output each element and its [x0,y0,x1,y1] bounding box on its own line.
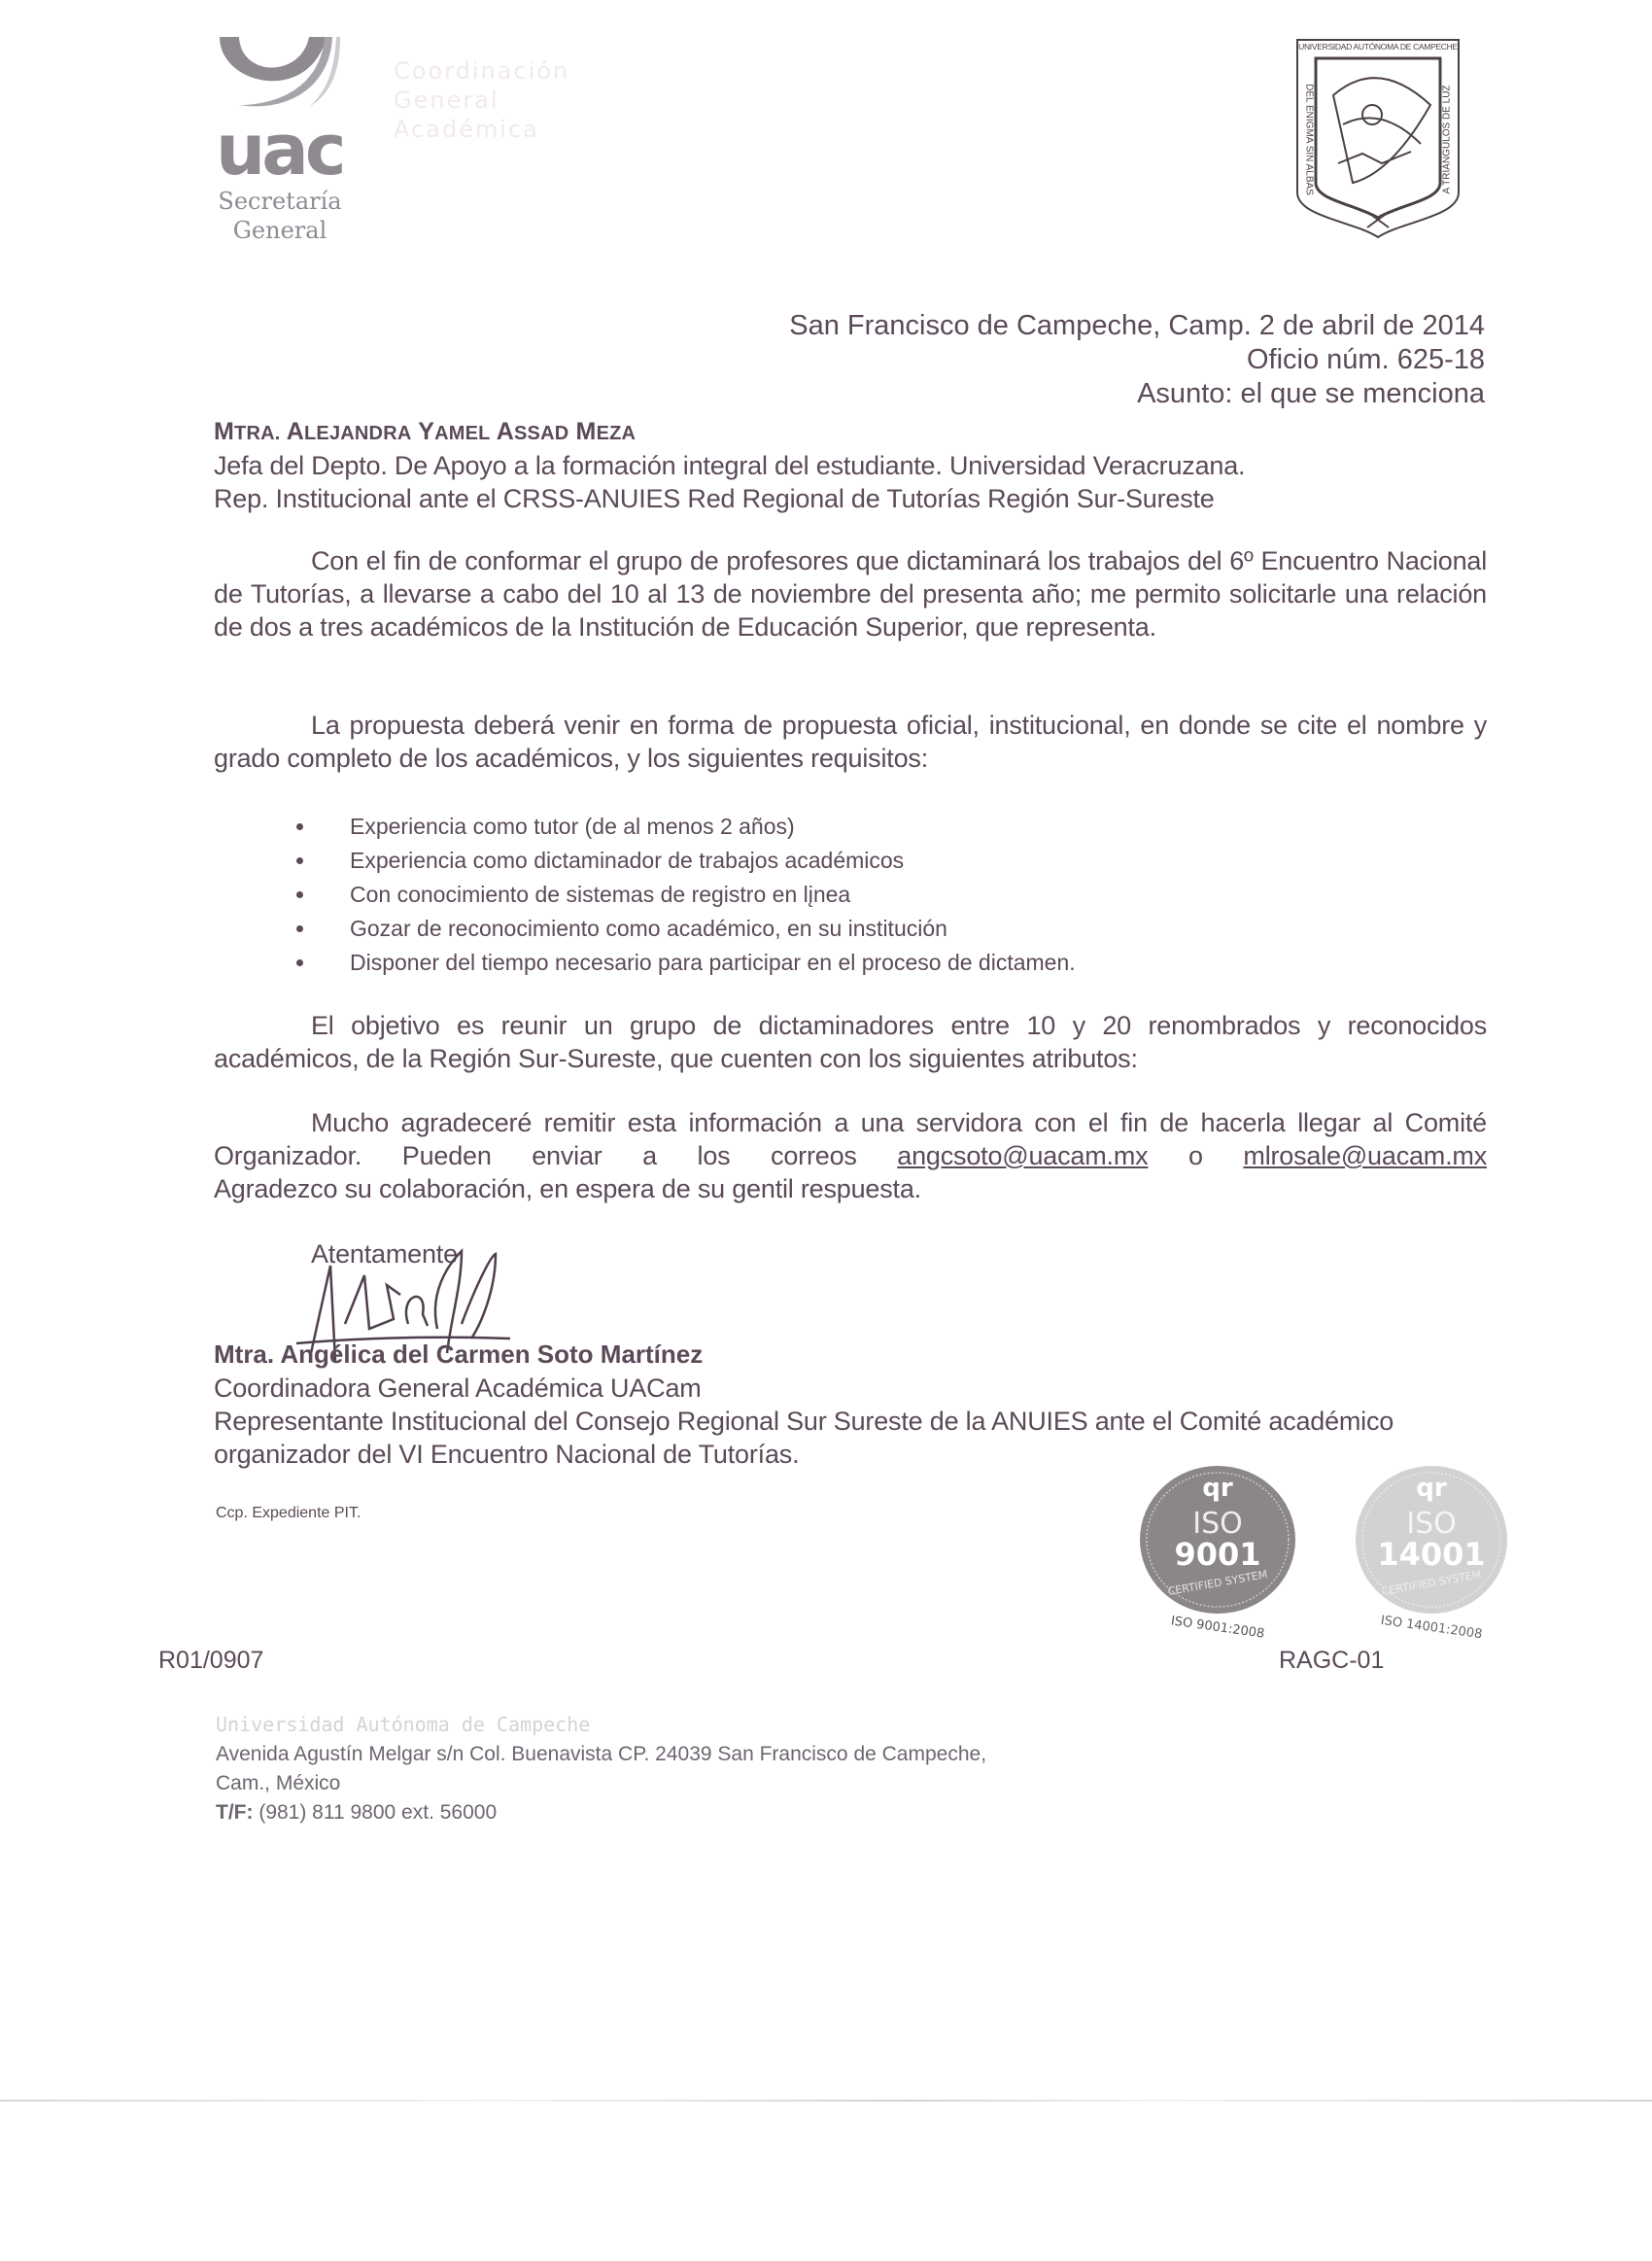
signer-details [214,1372,1477,1471]
requirement-item [296,810,1076,844]
signer-name: Mtra. Angélica del Carmen Soto Martínez [214,1339,704,1369]
footer-institution: Universidad Autónoma de Campeche [216,1713,591,1736]
department-line3: Académica [394,116,539,143]
recipient-prefix-cap: M [214,418,235,445]
salutation: Atentamente [311,1239,458,1269]
recipient-representation: Rep. Institucional ante el CRSS-ANUIES Red Regional de Tutorías Región Sur-Sureste [214,484,1215,513]
department-name [394,56,569,144]
recipient-first-rest: LEJANDRA [303,423,412,444]
paragraph-4-main [214,1106,1487,1172]
department-line2: General [394,87,499,114]
letter-header [789,309,1485,411]
email-link-angcsoto[interactable]: angcsoto@uacam.mx [897,1141,1149,1170]
requirement-item [296,912,1076,946]
requirements-list [296,810,1076,980]
recipient-first-cap: A [286,418,304,445]
bullet-icon [296,891,303,898]
oficio-number: Oficio núm. 625-18 [1246,344,1485,375]
seal-top-text: UNIVERSIDAD AUTÓNOMA DE CAMPECHE [1298,42,1458,52]
footer-phone [216,1798,986,1827]
paragraph-4-text: Mucho agradeceré remitir esta información a una servidora con el fin de hacerla llegar al Comité Organizador. Pueden enviar a los correos [214,1108,1487,1170]
recipient-details [214,449,1245,515]
bullet-icon [296,959,303,966]
signer-title: Coordinadora General Académica UACam [214,1374,702,1403]
requirement-text: Gozar de reconocimiento como académico, en su institución [350,916,947,941]
requirement-text: Con conocimiento de sistemas de registro en lįnea [350,882,851,907]
email-link-mlrosale[interactable]: mlrosale@uacam.mx [1243,1141,1487,1170]
seal-left-text: DEL ENIGMA SIN ALBAS [1303,84,1315,195]
recipient-prefix-rest: TRA. [234,423,281,444]
bullet-icon [296,857,303,864]
footer-address-line1: Avenida Agustín Melgar s/n Col. Buenavista CP. 24039 San Francisco de Campeche, [216,1743,987,1765]
logo-subtitle-line1: Secretaría [218,188,342,215]
university-seal [1294,37,1462,241]
paragraph-4 [214,1106,1487,1205]
iso-14001-ring-text: CERTIFIED SYSTEM [1380,1568,1483,1598]
iso-14001-logo: qr [1416,1474,1447,1503]
email-connector: o [1188,1141,1203,1170]
iso-14001-caption: ISO 14001:2008 [1379,1613,1484,1643]
document-code-right: RAGC-01 [1279,1647,1385,1674]
document-code-left: R01/0907 [158,1647,264,1674]
requirement-item [296,946,1076,980]
paragraph-3: El objetivo es reunir un grupo de dictaminadores entre 10 y 20 renombrados y reconocidos académicos, de la Región Sur-Sureste, que cuenten con los siguientes atributos: [214,1011,1487,1073]
seal-right-text: A TRIÁNGULOS DE LUZ [1441,85,1453,194]
bullet-icon [296,925,303,932]
requirement-text: Disponer del tiempo necesario para participar en el proceso de dictamen. [350,950,1076,975]
requirement-item [296,844,1076,878]
iso-9001-label: ISO [1192,1507,1243,1541]
bullet-icon [296,823,303,830]
logo-arc-icon [212,37,348,115]
logo-subtitle [212,187,348,245]
seal-icon [1294,37,1462,241]
requirement-text: Experiencia como tutor (de al menos 2 años) [350,814,795,839]
recipient-last2-cap: M [575,418,597,445]
iso-9001-ring-text: CERTIFIED SYSTEM [1166,1568,1269,1598]
requirement-text: Experiencia como dictaminador de trabajos académicos [350,848,905,873]
footer-address [216,1740,986,1827]
requirement-item [296,878,1076,912]
logo-text: uac [216,109,343,191]
carbon-copy: Ccp. Expediente PIT. [216,1505,361,1521]
footer-address-line2: Cam., México [216,1772,341,1794]
recipient-name [214,418,636,446]
scan-edge-line [0,2100,1652,2102]
recipient-middle-rest: AMEL [434,423,491,444]
iso-9001-caption: ISO 9001:2008 [1169,1614,1266,1642]
iso-14001-number: 14001 [1377,1536,1486,1573]
paragraph-4-closing: Agradezco su colaboración, en espera de su gentil respuesta. [214,1174,921,1203]
recipient-last1-cap: A [496,418,515,445]
uac-logo [212,37,348,115]
department-line1: Coordinación [394,57,570,85]
paragraph-2: La propuesta deberá venir en forma de propuesta oficial, institucional, en donde se cite el nombre y grado completo de los académicos, y los siguientes requisitos: [214,711,1487,773]
signer-role: Representante Institucional del Consejo Regional Sur Sureste de la ANUIES ante el Comité académico organizador del VI Encuentro Nacional de Tutorías. [214,1407,1394,1469]
place-date: San Francisco de Campeche, Camp. 2 de abril de 2014 [789,310,1485,341]
logo-subtitle-line2: General [232,217,327,244]
footer-phone-label: T/F: [216,1801,254,1824]
paragraph-1: Con el fin de conformar el grupo de profesores que dictaminará los trabajos del 6º Encuentro Nacional de Tutorías, a llevarse a cabo del 10 al 13 de noviembre del presenta año; me permito solicitarle una relación de dos a tres académicos de la Institución de Educación Superior, que representa. [214,546,1487,642]
recipient-last2-rest: EZA [596,423,637,444]
recipient-middle-cap: Y [418,418,435,445]
footer-phone-number: (981) 811 9800 ext. 56000 [258,1801,498,1824]
iso-14001-badge [1349,1460,1514,1654]
iso-9001-badge [1135,1460,1300,1654]
subject: Asunto: el que se menciona [1137,378,1485,409]
iso-14001-label: ISO [1406,1507,1457,1541]
iso-9001-logo: qr [1202,1474,1233,1503]
iso-9001-number: 9001 [1174,1536,1261,1573]
recipient-last1-rest: SSAD [514,423,569,444]
recipient-position: Jefa del Depto. De Apoyo a la formación integral del estudiante. Universidad Veracruzana. [214,451,1246,480]
